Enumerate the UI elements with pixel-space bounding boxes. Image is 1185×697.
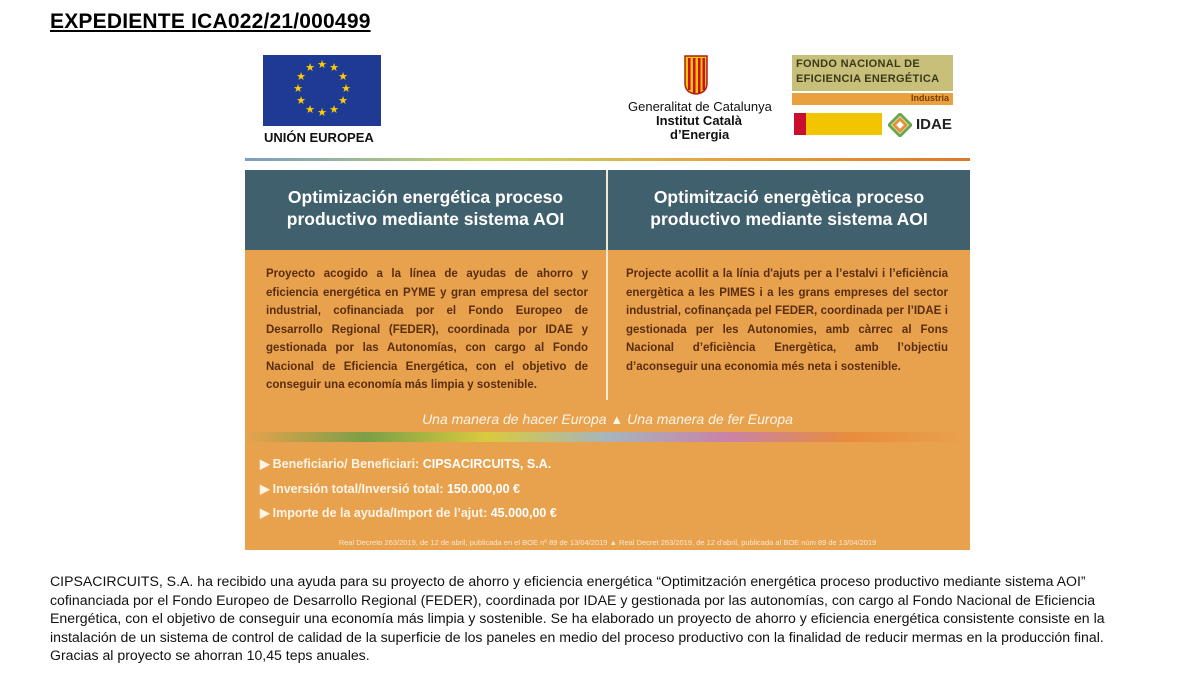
- panel-title-ca: Optimització energètica proceso productivo mediante sistema AOI: [650, 187, 928, 229]
- eu-flag-icon: [263, 55, 381, 126]
- svg-text:★: ★: [341, 83, 351, 95]
- motto-es: Una manera de hacer Europa: [422, 411, 607, 427]
- svg-text:★: ★: [317, 59, 327, 71]
- icaen-name-line1: Institut Català: [656, 113, 742, 128]
- spain-flag-icon: [794, 113, 806, 135]
- fnee-title-line2: EFICIENCIA ENERGÉTICA: [796, 73, 940, 85]
- svg-text:★: ★: [305, 62, 315, 74]
- rainbow-divider: [245, 432, 970, 442]
- panel-header-es: [245, 170, 606, 250]
- svg-text:★: ★: [305, 104, 315, 116]
- svg-text:★: ★: [296, 95, 306, 107]
- panel-divider: [606, 170, 608, 400]
- svg-text:★: ★: [338, 71, 348, 83]
- triangle-right-icon: ▶: [260, 482, 270, 496]
- panel-title-es: Optimización energética proceso productivo mediante sistema AOI: [286, 187, 565, 229]
- svg-text:★: ★: [317, 107, 327, 119]
- aid-label: Importe de la ayuda/Import de l’ajut:: [272, 506, 488, 520]
- generalitat-name: Generalitat de Catalunya: [628, 99, 772, 114]
- aid-value: 45.000,00 €: [490, 506, 557, 520]
- page-title: EXPEDIENTE ICA022/21/000499: [50, 10, 371, 33]
- description-paragraph: CIPSACIRCUITS, S.A. ha recibido una ayuda para su proyecto de ahorro y eficiencia energética “Optimitzación energética proceso productivo mediante sistema AOI” cofinanciada por el Fondo Europeo de Desarrollo Regional (FEDER), coordinada por IDAE y gestionada por las autonomías, con cargo al Fondo Nacional de Eficiencia Energética, con el objetivo de conseguir una economía más limpia y sostenible. Se ha elaborado un proyecto de ahorro y eficiencia energética consistente consiste en la instalación de un sistema de control de calidad de la superficie de los paneles en medio del proceso productivo con la finalidad de reducir mermas en la producción final. Gracias al proyecto se ahorran 10,45 teps anuales.: [50, 573, 1105, 663]
- panel-header-ca: [608, 170, 970, 250]
- investment-value: 150.000,00 €: [446, 482, 520, 496]
- idae-logo-text: IDAE: [916, 116, 952, 133]
- svg-text:★: ★: [329, 104, 339, 116]
- eu-logo: [260, 55, 384, 147]
- spain-government-logo: [794, 113, 882, 135]
- beneficiary-value: CIPSACIRCUITS, S.A.: [422, 457, 552, 471]
- logos-divider: [245, 158, 970, 161]
- generalitat-logo: [622, 55, 782, 145]
- svg-text:★: ★: [293, 83, 303, 95]
- motto-ca: Una manera de fer Europa: [627, 411, 793, 427]
- idae-mark-icon: [888, 113, 912, 137]
- icaen-name-line2: d’Energia: [670, 127, 730, 142]
- triangle-right-icon: ▶: [260, 506, 270, 520]
- investment-row: [260, 481, 520, 496]
- triangle-right-icon: ▶: [260, 457, 270, 471]
- investment-label: Inversión total/Inversió total:: [272, 482, 444, 496]
- panel-body-ca: Projecte acollit a la línia d'ajuts per a l’estalvi i l’eficiència energètica a les PIMES i a les grans empreses del sector industrial, cofinançada pel FEDER, coordinada per l’IDAE i gestionada per les Autonomies, amb càrrec al Fons Nacional d’eficiència Energètica, amb l’objectiu d’aconseguir una economia més neta i sostenible.: [626, 268, 948, 373]
- svg-text:★: ★: [329, 62, 339, 74]
- decree-footnote: Real Decreto 263/2019, de 12 de abril, publicada en el BOE nº 89 de 13/04/2019 ▲ Real Decret 263/2019, de 12 d’abril, publicada al BOE núm 89 de 13/04/2019: [338, 538, 877, 547]
- panel-body-es: Proyecto acogido a la línea de ayudas de ahorro y eficiencia energética en PYME y gran empresa del sector industrial, cofinanciada por el Fondo Europeo de Desarrollo Regional (FEDER), coordinada por IDAE y gestionada por las Autonomías, con cargo al Fondo Nacional de Eficiencia Energética, con el objetivo de conseguir una economía más limpia y sostenible.: [266, 268, 588, 391]
- senyera-shield-icon: [684, 55, 708, 95]
- beneficiary-row: [260, 456, 551, 471]
- beneficiary-label: Beneficiario/ Beneficiari:: [272, 457, 420, 471]
- svg-text:★: ★: [338, 95, 348, 107]
- fnee-logo: [792, 55, 953, 143]
- svg-text:★: ★: [296, 71, 306, 83]
- eu-logo-label: UNIÓN EUROPEA: [264, 130, 374, 145]
- fnee-title-line1: FONDO NACIONAL DE: [796, 58, 921, 70]
- aid-row: [260, 505, 557, 520]
- feder-poster: [245, 170, 970, 550]
- motto: [245, 411, 970, 427]
- motto-triangle-icon: ▲: [610, 412, 624, 427]
- fnee-industria-label: Industria: [910, 93, 949, 103]
